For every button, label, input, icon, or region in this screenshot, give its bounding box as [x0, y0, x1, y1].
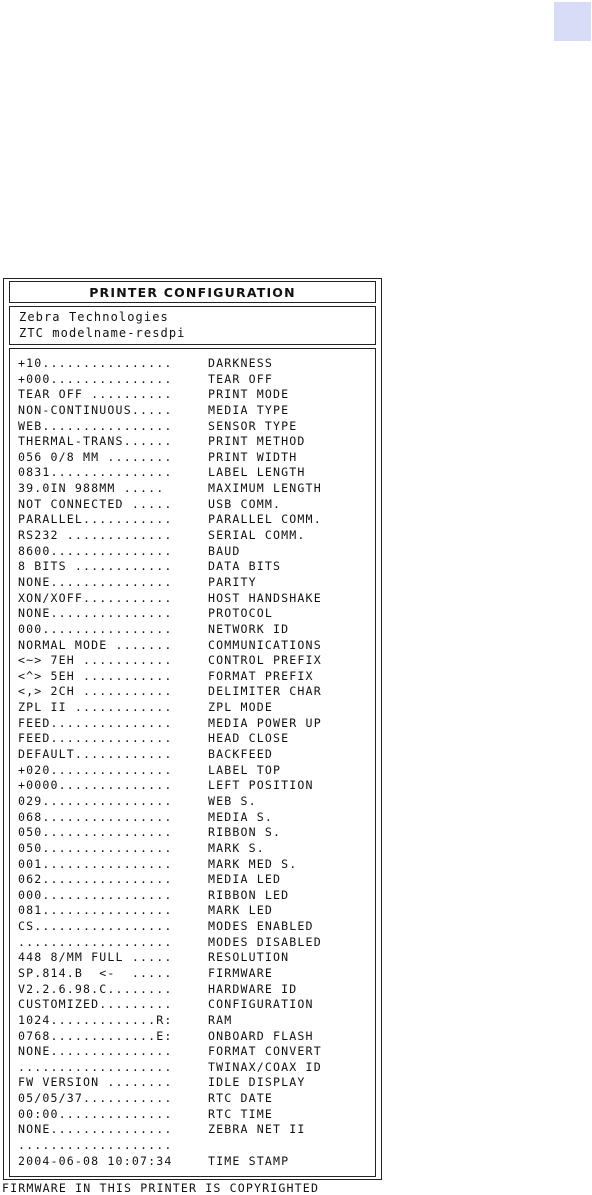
setting-value: SP.814.B <- .....	[18, 965, 173, 980]
setting-label: MARK MED S.	[208, 856, 298, 871]
setting-row	[18, 622, 375, 638]
copyright-footer: FIRMWARE IN THIS PRINTER IS COPYRIGHTED	[2, 1181, 320, 1195]
title-box	[9, 281, 376, 303]
setting-value: 050................	[18, 825, 173, 840]
setting-value: V2.2.6.98.C........	[18, 981, 173, 996]
setting-row	[18, 1154, 375, 1170]
setting-row	[18, 606, 375, 622]
setting-value: NONE...............	[18, 1122, 173, 1137]
configuration-label	[3, 278, 382, 1180]
setting-row	[18, 857, 375, 873]
setting-row	[18, 1138, 375, 1154]
setting-value: XON/XOFF...........	[18, 590, 173, 605]
setting-label: LABEL LENGTH	[208, 465, 306, 480]
setting-label: COMMUNICATIONS	[208, 637, 322, 652]
setting-label: PRINT WIDTH	[208, 449, 298, 464]
setting-row	[18, 512, 375, 528]
setting-value: FEED...............	[18, 715, 173, 730]
setting-value: +0000..............	[18, 778, 173, 793]
setting-value: NONE...............	[18, 606, 173, 621]
setting-value: 000................	[18, 621, 173, 636]
setting-row	[18, 731, 375, 747]
setting-label: PRINT MODE	[208, 387, 290, 402]
setting-value: 1024.............R:	[18, 1012, 173, 1027]
setting-row	[18, 794, 375, 810]
setting-row	[18, 1060, 375, 1076]
setting-label: RIBBON LED	[208, 887, 290, 902]
setting-label: DARKNESS	[208, 356, 274, 370]
setting-label: TEAR OFF	[208, 371, 274, 386]
setting-label: RTC DATE	[208, 1091, 274, 1106]
setting-value: CS.................	[18, 919, 173, 934]
setting-row	[18, 481, 375, 497]
setting-row	[18, 903, 375, 919]
setting-label: RIBBON S.	[208, 825, 282, 840]
setting-row	[18, 653, 375, 669]
setting-value: 8600...............	[18, 543, 173, 558]
setting-label: PARITY	[208, 574, 257, 589]
page-title: PRINTER CONFIGURATION	[89, 284, 296, 300]
setting-row	[18, 1122, 375, 1138]
setting-label: CONTROL PREFIX	[208, 653, 322, 668]
setting-row	[18, 669, 375, 685]
setting-value: 081................	[18, 903, 173, 918]
setting-value: DEFAULT............	[18, 747, 173, 762]
setting-value: 001................	[18, 856, 173, 871]
setting-value: 8 BITS ............	[18, 559, 173, 574]
setting-value: NON-CONTINUOUS.....	[18, 402, 173, 417]
setting-value: ...................	[18, 1138, 173, 1153]
setting-value: +10................	[18, 356, 173, 370]
setting-label: TIME STAMP	[208, 1153, 290, 1168]
setting-label: MEDIA TYPE	[208, 402, 290, 417]
setting-row	[18, 559, 375, 575]
setting-label: MEDIA LED	[208, 872, 282, 887]
setting-row	[18, 387, 375, 403]
setting-row	[18, 982, 375, 998]
setting-label: CONFIGURATION	[208, 997, 314, 1012]
setting-row	[18, 1075, 375, 1091]
setting-row	[18, 591, 375, 607]
setting-value: NONE...............	[18, 574, 173, 589]
setting-value: CUSTOMIZED.........	[18, 997, 173, 1012]
manufacturer-line: Zebra Technologies	[19, 310, 169, 324]
setting-label: BACKFEED	[208, 747, 274, 762]
setting-label: PARALLEL COMM.	[208, 512, 322, 527]
setting-label: HEAD CLOSE	[208, 731, 290, 746]
setting-label: MODES ENABLED	[208, 919, 314, 934]
setting-label: ONBOARD FLASH	[208, 1028, 314, 1043]
setting-row	[18, 419, 375, 435]
setting-row	[18, 575, 375, 591]
setting-value: 0768.............E:	[18, 1028, 173, 1043]
setting-row	[18, 716, 375, 732]
setting-row	[18, 888, 375, 904]
setting-row	[18, 825, 375, 841]
setting-row	[18, 356, 375, 372]
setting-label: USB COMM.	[208, 496, 282, 511]
setting-label: MEDIA S.	[208, 809, 274, 824]
setting-row	[18, 434, 375, 450]
setting-value: 0831...............	[18, 465, 173, 480]
setting-label: SERIAL COMM.	[208, 528, 306, 543]
setting-row	[18, 684, 375, 700]
setting-value: 062................	[18, 872, 173, 887]
setting-value: 448 8/MM FULL .....	[18, 950, 173, 965]
setting-label: FIRMWARE	[208, 965, 274, 980]
setting-label: HOST HANDSHAKE	[208, 590, 322, 605]
setting-label: BAUD	[208, 543, 241, 558]
setting-value: 2004-06-08 10:07:34	[18, 1153, 173, 1168]
setting-row	[18, 841, 375, 857]
setting-value: FEED...............	[18, 731, 173, 746]
setting-row	[18, 1107, 375, 1123]
setting-label: MEDIA POWER UP	[208, 715, 322, 730]
setting-row	[18, 810, 375, 826]
setting-value: NOT CONNECTED .....	[18, 496, 173, 511]
setting-row	[18, 638, 375, 654]
setting-row	[18, 403, 375, 419]
setting-row	[18, 372, 375, 388]
setting-label: ZPL MODE	[208, 700, 274, 715]
setting-row	[18, 747, 375, 763]
setting-label: RESOLUTION	[208, 950, 290, 965]
setting-value: RS232 .............	[18, 528, 173, 543]
setting-value: 029................	[18, 793, 173, 808]
setting-value: WEB................	[18, 418, 173, 433]
setting-label: PROTOCOL	[208, 606, 274, 621]
setting-label: RTC TIME	[208, 1106, 274, 1121]
setting-value: <^> 5EH ...........	[18, 668, 173, 683]
setting-value: 000................	[18, 887, 173, 902]
setting-row	[18, 763, 375, 779]
setting-row	[18, 919, 375, 935]
model-line: ZTC modelname-resdpi	[19, 325, 186, 340]
setting-value: +000...............	[18, 371, 173, 386]
setting-value: 056 0/8 MM ........	[18, 449, 173, 464]
setting-value: +020...............	[18, 762, 173, 777]
setting-value: 068................	[18, 809, 173, 824]
setting-value: 39.0IN 988MM .....	[18, 481, 165, 496]
setting-value: <~> 7EH ...........	[18, 653, 173, 668]
setting-row	[18, 778, 375, 794]
setting-label: IDLE DISPLAY	[208, 1075, 306, 1090]
setting-value: 050................	[18, 840, 173, 855]
setting-label: RAM	[208, 1012, 233, 1027]
setting-row	[18, 544, 375, 560]
setting-label: MARK S.	[208, 840, 265, 855]
setting-label: DELIMITER CHAR	[208, 684, 322, 699]
setting-row	[18, 935, 375, 951]
setting-label: HARDWARE ID	[208, 981, 298, 996]
settings-list	[9, 348, 376, 1177]
setting-value: 05/05/37...........	[18, 1091, 173, 1106]
setting-label: SENSOR TYPE	[208, 418, 298, 433]
setting-label: WEB S.	[208, 793, 257, 808]
setting-label: LABEL TOP	[208, 762, 282, 777]
setting-value: <,> 2CH ...........	[18, 684, 173, 699]
setting-value: ...................	[18, 934, 173, 949]
setting-value: NORMAL MODE .......	[18, 637, 173, 652]
setting-row	[18, 1013, 375, 1029]
setting-value: NONE...............	[18, 1044, 173, 1059]
setting-row	[18, 450, 375, 466]
setting-label: MAXIMUM LENGTH	[208, 481, 322, 496]
setting-row	[18, 872, 375, 888]
setting-value: ...................	[18, 1059, 173, 1074]
setting-row	[18, 1029, 375, 1045]
page-corner-tab	[554, 2, 591, 41]
setting-row	[18, 497, 375, 513]
setting-row	[18, 700, 375, 716]
setting-row	[18, 950, 375, 966]
setting-row	[18, 966, 375, 982]
setting-label: FORMAT CONVERT	[208, 1044, 322, 1059]
setting-label: NETWORK ID	[208, 621, 290, 636]
setting-row	[18, 997, 375, 1013]
setting-label: ZEBRA NET II	[208, 1122, 306, 1137]
setting-value: PARALLEL...........	[18, 512, 173, 527]
setting-value: THERMAL-TRANS......	[18, 434, 173, 449]
setting-value: FW VERSION ........	[18, 1075, 173, 1090]
setting-value: ZPL II ............	[18, 700, 173, 715]
setting-label: MARK LED	[208, 903, 274, 918]
setting-row	[18, 1044, 375, 1060]
setting-label: MODES DISABLED	[208, 934, 322, 949]
setting-label: LEFT POSITION	[208, 778, 314, 793]
setting-label: PRINT METHOD	[208, 434, 306, 449]
setting-value: TEAR OFF ..........	[18, 387, 173, 402]
setting-row	[18, 465, 375, 481]
setting-label: DATA BITS	[208, 559, 282, 574]
printer-info-box	[9, 306, 376, 345]
setting-row	[18, 528, 375, 544]
setting-label: FORMAT PREFIX	[208, 668, 314, 683]
setting-value: 00:00..............	[18, 1106, 173, 1121]
setting-row	[18, 1091, 375, 1107]
setting-label: TWINAX/COAX ID	[208, 1059, 322, 1074]
